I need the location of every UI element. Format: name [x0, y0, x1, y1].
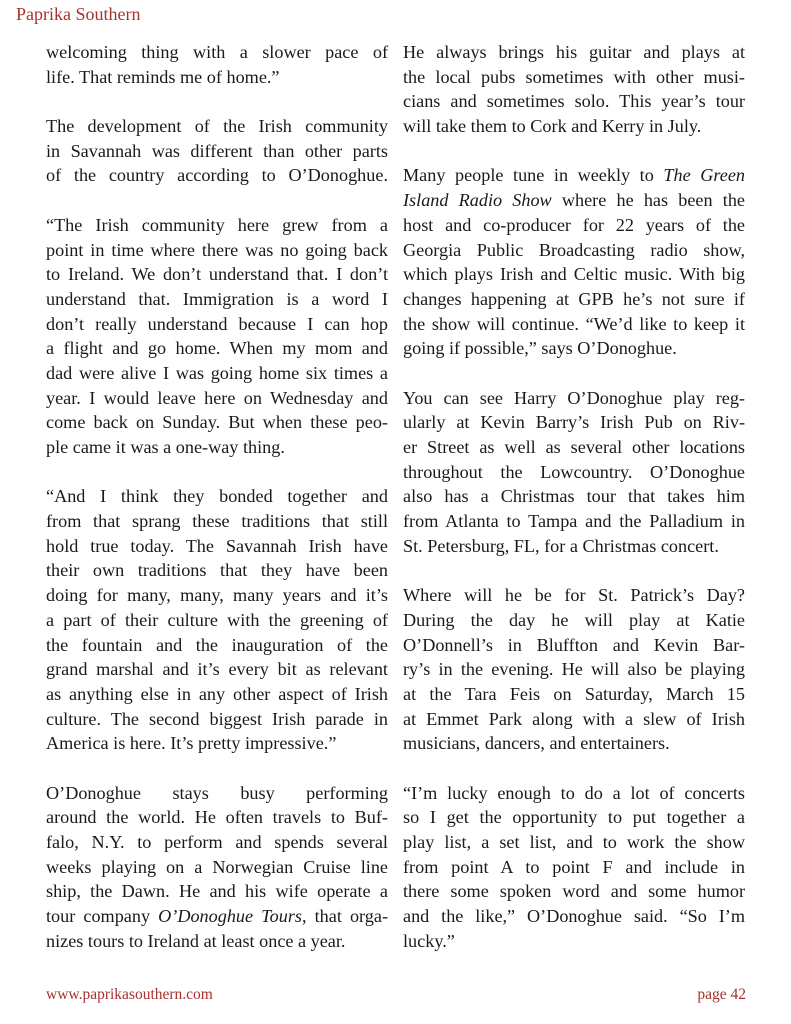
text-line: life. That reminds me of home.”	[46, 66, 280, 87]
page-number: page 42	[697, 986, 746, 1003]
text-line: musicians, dancers, and entertainers.	[403, 733, 670, 754]
text-line: to Ireland. We don’t understand that. I don’t	[46, 264, 388, 285]
text-line: throughout the Lowcountry. O’Donoghue	[403, 461, 745, 482]
text-line: don’t really understand because I can hop	[46, 313, 388, 334]
text-line: of the country according to O’Donoghue.	[46, 165, 388, 186]
text-line: in Savannah was different than other parts	[46, 140, 388, 161]
text-line: going if possible,” says O’Donoghue.	[403, 338, 677, 359]
text-line: hold true today. The Savannah Irish have	[46, 535, 388, 556]
publication-name: Paprika Southern	[16, 4, 141, 24]
text-line: lucky.”	[403, 930, 455, 951]
text-line: er Street as well as several other locations	[403, 437, 745, 457]
paragraph	[46, 484, 388, 756]
text-line: at Emmet Park along with a slew of Irish	[403, 708, 745, 729]
website-link[interactable]: www.paprikasouthern.com	[46, 986, 213, 1003]
text-line: play list, a set list, and to work the show	[403, 832, 745, 852]
text-line: around the world. He often travels to Buf-	[46, 807, 388, 828]
text-line: the fountain and the inauguration of the	[46, 634, 388, 655]
text-line: O’Donoghue stays busy performing	[46, 782, 388, 803]
text-line: Island Radio Show where he has been the	[403, 190, 745, 211]
text-line: Where will he be for St. Patrick’s Day?	[403, 585, 745, 606]
text-line: welcoming thing with a slower pace of	[46, 42, 388, 62]
paragraph	[46, 213, 388, 460]
text-line: so I get the opportunity to put together a	[403, 807, 745, 828]
text-line: You can see Harry O’Donoghue play reg-	[403, 387, 745, 408]
text-line: come back on Sunday. But when these peo-	[46, 412, 388, 433]
text-line: a part of their culture with the greening of	[46, 609, 388, 630]
text-line: from point A to point F and include in	[403, 856, 745, 877]
text-line: as anything else in any other aspect of Irish	[46, 683, 388, 704]
right-column	[403, 40, 745, 953]
text-line: the show will continue. “We’d like to keep it	[403, 313, 745, 334]
text-line: dad were alive I was going home six times a	[46, 362, 388, 383]
text-line: He always brings his guitar and plays at	[403, 42, 745, 62]
text-line: which plays Irish and Celtic music. With big	[403, 264, 745, 285]
text-line: will take them to Cork and Kerry in July.	[403, 116, 702, 137]
text-line: St. Petersburg, FL, for a Christmas concert.	[403, 535, 719, 556]
text-line: falo, N.Y. to perform and spends several	[46, 832, 388, 852]
text-line: ularly at Kevin Barry’s Irish Pub on Riv-	[403, 412, 745, 433]
text-line: a flight and go home. When my mom and	[46, 338, 388, 359]
text-line: from that sprang these traditions that still	[46, 511, 388, 532]
left-column	[46, 40, 388, 953]
text-line: at the Tara Feis on Saturday, March 15	[403, 683, 745, 704]
text-line: point in time where there was no going back	[46, 239, 388, 260]
paragraph	[46, 40, 388, 89]
text-line: understand that. Immigration is a word I	[46, 288, 388, 309]
paragraph	[46, 114, 388, 188]
text-line: culture. The second biggest Irish parade in	[46, 708, 388, 729]
text-line: ple came it was a one-way thing.	[46, 437, 285, 457]
paragraph	[403, 781, 745, 954]
text-line: their own traditions that they have been	[46, 560, 388, 581]
text-line: changes happening at GPB he’s not sure if	[403, 288, 745, 309]
text-line: O’Donnell’s in Bluffton and Kevin Bar-	[403, 634, 745, 655]
text-line: year. I would leave here on Wednesday and	[46, 387, 388, 408]
text-line: and the like,” O’Donoghue said. “So I’m	[403, 906, 745, 927]
text-line: “And I think they bonded together and	[46, 486, 388, 507]
paragraph	[403, 583, 745, 756]
text-line: nizes tours to Ireland at least once a year.	[46, 930, 346, 951]
text-line: During the day he will play at Katie	[403, 609, 745, 630]
text-line: tour company O’Donoghue Tours, that orga-	[46, 906, 389, 927]
paragraph	[403, 386, 745, 559]
paragraph	[403, 163, 745, 361]
text-line: ship, the Dawn. He and his wife operate a	[46, 881, 388, 902]
text-line: ry’s in the evening. He will also be playing	[403, 659, 745, 680]
text-line: Many people tune in weekly to The Green	[403, 165, 745, 186]
text-line: from Atlanta to Tampa and the Palladium in	[403, 511, 745, 532]
text-line: host and co-producer for 22 years of the	[403, 214, 745, 235]
text-line: weeks playing on a Norwegian Cruise line	[46, 856, 388, 877]
paragraph	[403, 40, 745, 139]
text-line: America is here. It’s pretty impressive.”	[46, 733, 337, 754]
text-line: “I’m lucky enough to do a lot of concerts	[403, 782, 745, 803]
text-line: doing for many, many, many years and it’s	[46, 585, 388, 606]
text-line: Georgia Public Broadcasting radio show,	[403, 239, 745, 260]
paragraph	[46, 781, 388, 954]
text-line: the local pubs sometimes with other musi-	[403, 66, 745, 87]
text-line: there some spoken word and some humor	[403, 881, 745, 902]
text-line: “The Irish community here grew from a	[46, 214, 388, 235]
text-line: The development of the Irish community	[46, 116, 388, 137]
text-line: also has a Christmas tour that takes him	[403, 486, 745, 507]
text-line: cians and sometimes solo. This year’s tour	[403, 91, 745, 112]
text-line: grand marshal and it’s every bit as relevant	[46, 659, 388, 680]
